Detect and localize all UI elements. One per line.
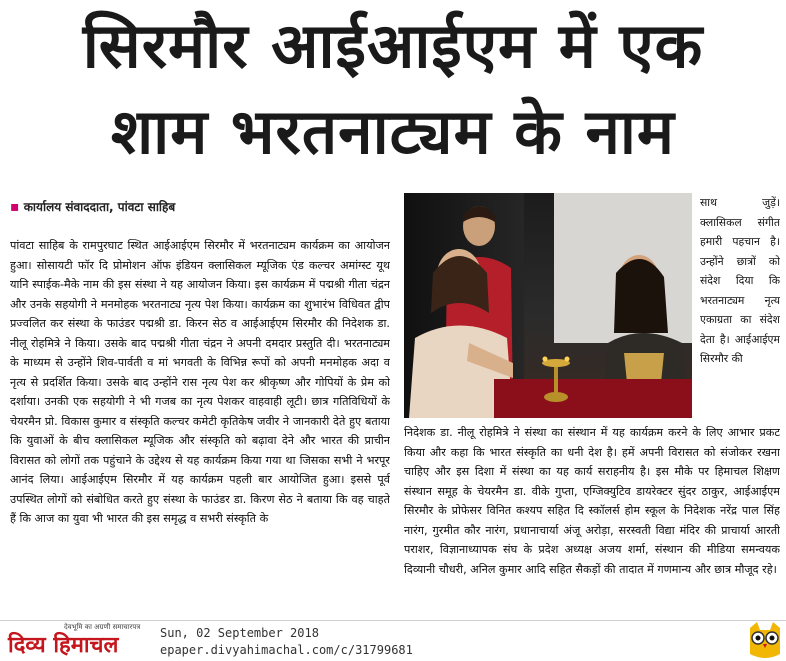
article-right-column-top: साथ जुड़ें। क्लासिकल संगीत हमारी पहचान है। उन्होंने छात्रों को संदेश दिया कि भरतनाट्यम नृत्य एकाग्रता का संदेश देता है। आईआईएम सिरमौर की bbox=[700, 196, 780, 365]
edition-url[interactable]: epaper.divyahimachal.com/c/31799681 bbox=[160, 643, 413, 657]
brass-lamp-icon bbox=[539, 353, 573, 403]
article-right-column-bottom: निदेशक डा. नीलू रोहमित्रे ने संस्था का संस्थान में यह कार्यक्रम करने के लिए आभार प्रकट किया और कहा कि भारत संस्कृति का धनी देश है। हमें अपनी विरासत को संजोकर रखना चाहिए और इस दिशा में संस्था का यह कार्य सराहनीय है। इस मौके पर हिमाचल शिक्षण संस्थान समूह के चेयरमैन डा. वीके गुप्ता, एग्जिक्युटिव डायरेक्टर सुंदर ठाकुर, आईआईएम सिरमौर के प्रोफेसर विनित कश्यप सहित दि स्कॉलर्स होम स्कूल के निदेशक नरेंद्र पाल सिंह नारंग, गुरमीत कौर नारंग, प्रधानाचार्या अंजू अरोड़ा, सरस्वती विद्या मंदिर की प्राचार्या आरती पराशर, विज्ञानाध्यापक संघ के प्रदेश अध्यक्ष अजय शर्मा, संस्थान की मीडिया समन्वयक दिव्यानी चौधरी, अनिल कुमार आदि सहित सैकड़ों की तादात में गणमान्य और छात्र मौजूद रहे। bbox=[404, 426, 780, 576]
footer-divider bbox=[0, 620, 786, 621]
article-left-column: पांवटा साहिब के रामपुरघाट स्थित आईआईएम सिरमौर में भरतनाट्यम कार्यक्रम का आयोजन हुआ। सोसायटी फॉर दि प्रोमोशन ऑफ इंडियन क्लासिकल म्यूजिक एंड कल्चर अमांग्स्ट यूथ यानि स्पाईक-मैके नाम की इस संस्था ने यह आयोजन किया। इस कार्यक्रम में पद्मश्री गीता चंद्रन और उनके सहयोगी ने मनमोहक भरतनाट्य नृत्य पेश किया। कार्यक्रम का शुभारंभ विधिवत द्वीप प्रज्वलित कर संस्था के फाउंडर पद्मश्री डा. किरन सेठ व आईआईएम सिरमौर की निदेशक डा. नीलू रोहमित्रे ने किया। उसके बाद पद्मश्री गीता चंद्रन ने अपनी दमदार प्रस्तुति दी। भरतनाट्यम के माध्यम से उन्होंने शिव-पार्वती व मां भगवती के विभिन्न रूपों को अपनी मनमोहक अदा व नृत्य से प्रदर्शित किया। उसके बाद उन्होंने रास नृत्य पेश कर श्रीकृष्ण और गोपियों के प्रेम को दर्शाया। उनकी एक सहयोगी ने भी गजब का नृत्य पेशकर वाहवाही लूटी। छात्र गतिविधियों के चेयरमैन प्रो. विकास कुमार व संस्कृति कल्चर कमेटी कृतिकेष जवीर ने जानकारी देते हुए बताया कि युवाओं के बीच क्लासिकल म्यूजिक और संस्कृति को बढ़ावा देने और भारत की प्राचीन विरासत को लोगों तक पहुंचाने के उद्देश्य से यह कार्यक्रम किया गया था जिसका सभी ने भरपूर आनंद लिया। आईआईएम सिरमौर में यह कार्यक्रम पहली बार आयोजित हुआ। इससे पूर्व उपस्थित लोगों को संबोधित करते हुए संस्था के फाउंडर डा. किरण सेठ ने बताया कि वह चाहते हैं कि आज का युवा भी भारत की इस समृद्ध व सभरी संस्कृति के bbox=[10, 239, 390, 525]
edition-info bbox=[160, 625, 413, 659]
headline-line-2: शाम भरतनाट्यम के नाम bbox=[111, 95, 675, 168]
logo-tagline: देवभूमि का अग्रणी समाचारपत्र bbox=[64, 623, 141, 631]
event-photo bbox=[404, 193, 692, 418]
byline-text: कार्यालय संवाददाता, पांवटा साहिब bbox=[23, 200, 176, 214]
byline bbox=[10, 198, 175, 215]
owl-mascot-icon bbox=[746, 620, 784, 660]
logo-brand: दिव्य हिमाचल bbox=[8, 632, 119, 658]
edition-date: Sun, 02 September 2018 bbox=[160, 626, 319, 640]
byline-marker-icon: ▪ bbox=[10, 199, 20, 215]
headline-line-1: सिरमौर आईआईएम में एक bbox=[82, 9, 704, 82]
newspaper-logo bbox=[8, 623, 141, 658]
